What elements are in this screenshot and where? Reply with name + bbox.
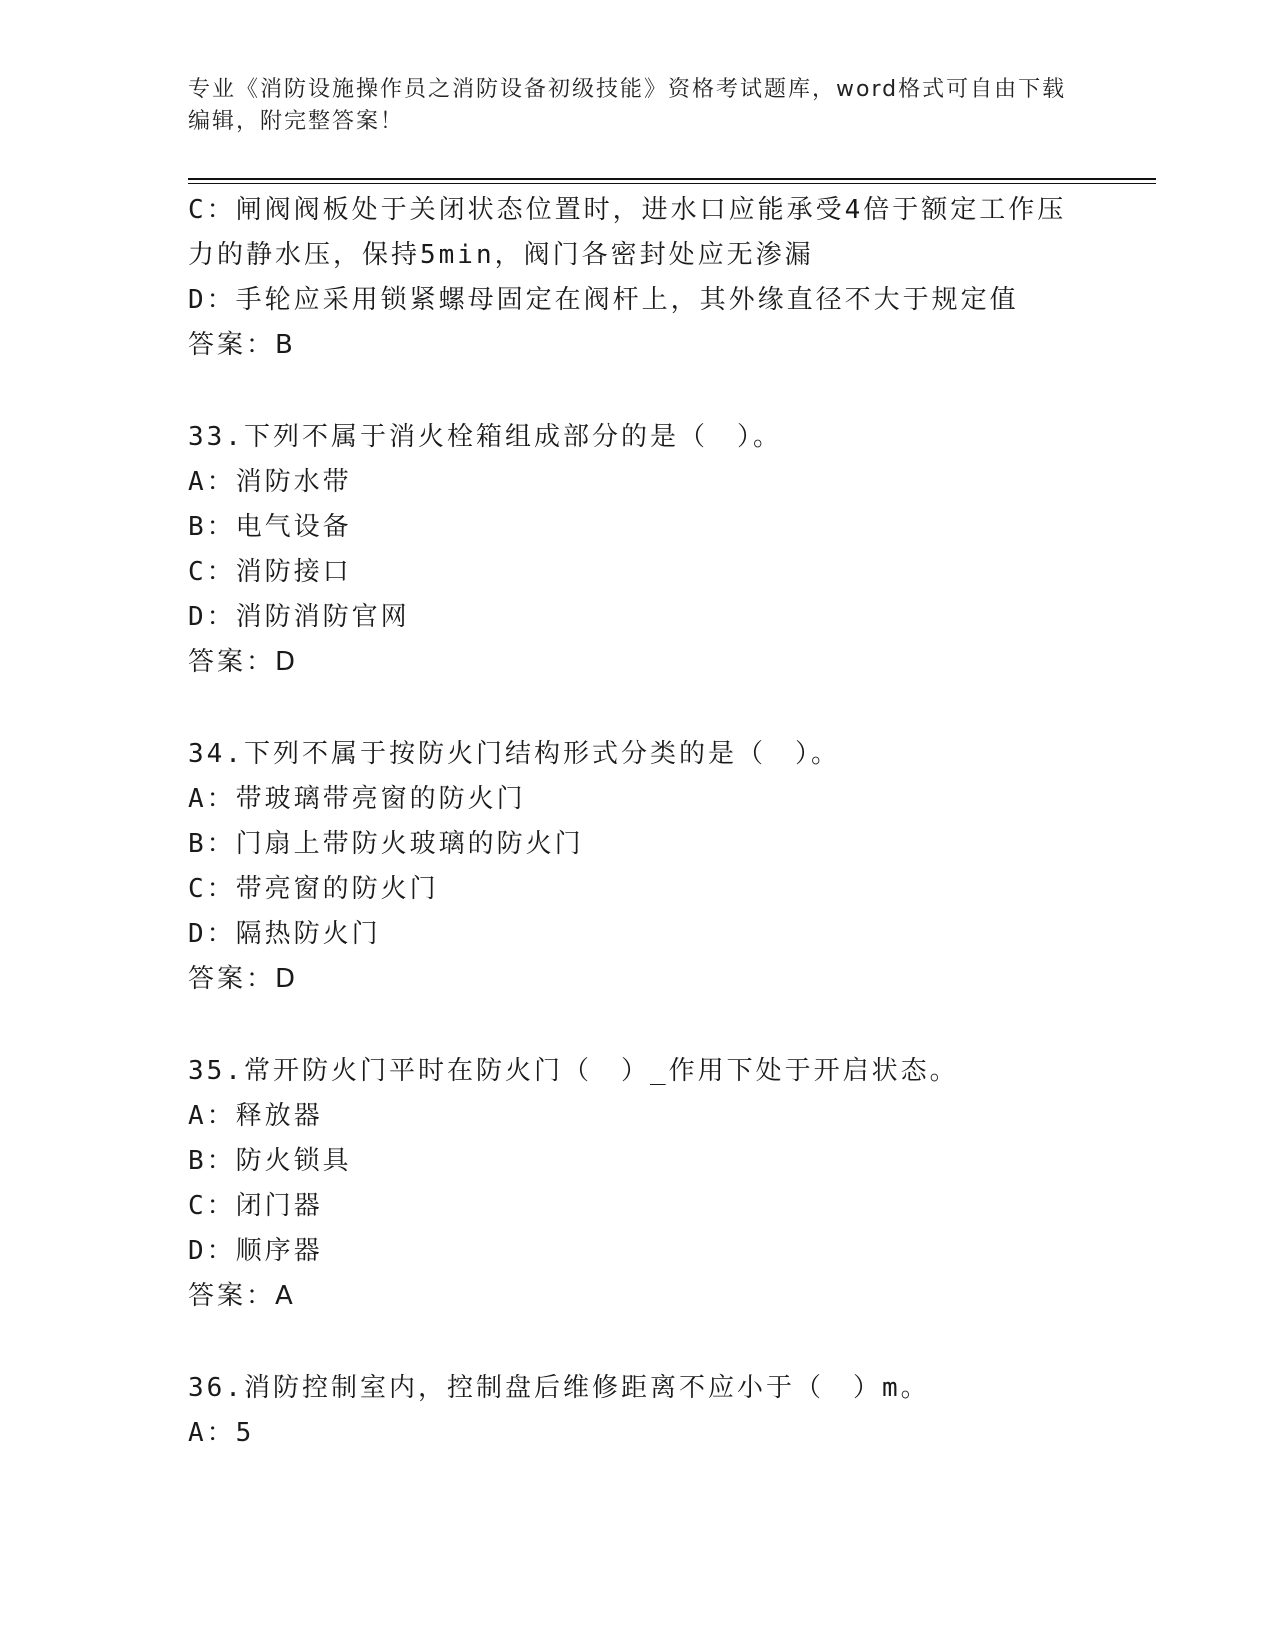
- q35-option-b: B：防火锁具: [188, 1146, 352, 1176]
- q36-option-a: A：5: [188, 1418, 255, 1448]
- q35-answer: 答案：A: [188, 1281, 296, 1311]
- q33-answer: 答案：D: [188, 647, 299, 677]
- question-34-block: [188, 732, 1088, 1002]
- header-divider-thick: [188, 178, 1156, 180]
- question-32-block: [188, 188, 1088, 368]
- q33-option-d: D：消防消防官网: [188, 602, 410, 632]
- q34-answer: 答案：D: [188, 964, 299, 994]
- q32-option-d: D：手轮应采用锁紧螺母固定在阀杆上，其外缘直径不大于规定值: [188, 285, 1019, 315]
- q35-option-c: C：闭门器: [188, 1191, 323, 1221]
- q34-option-d: D：隔热防火门: [188, 919, 381, 949]
- q35-option-a: A：释放器: [188, 1101, 323, 1131]
- document-header: 专业《消防设施操作员之消防设备初级技能》资格考试题库，word格式可自由下载编辑，附完整答案！: [188, 77, 1067, 134]
- spacer: [188, 1319, 1088, 1366]
- q33-option-c: C：消防接口: [188, 557, 352, 587]
- q32-option-c-line1: C：闸阀阀板处于关闭状态位置时，进水口应能承受4倍于额定工作压: [188, 195, 1067, 225]
- question-36-block: [188, 1366, 1088, 1456]
- q33-question: 33.下列不属于消火栓箱组成部分的是（ ）。: [188, 422, 782, 452]
- question-33-block: [188, 415, 1088, 685]
- q33-option-b: B：电气设备: [188, 512, 352, 542]
- q32-option-c-line2: 力的静水压，保持5min，阀门各密封处应无渗漏: [188, 240, 814, 270]
- question-content: [188, 188, 1088, 1456]
- q36-question: 36.消防控制室内，控制盘后维修距离不应小于（ ）m。: [188, 1373, 930, 1403]
- spacer: [188, 1002, 1088, 1049]
- q34-option-a: A：带玻璃带亮窗的防火门: [188, 784, 526, 814]
- q34-question: 34.下列不属于按防火门结构形式分类的是（ ）。: [188, 739, 840, 769]
- q35-question: 35.常开防火门平时在防火门（ ）_作用下处于开启状态。: [188, 1056, 959, 1086]
- question-35-block: [188, 1049, 1088, 1319]
- q34-option-c: C：带亮窗的防火门: [188, 874, 439, 904]
- spacer: [188, 685, 1088, 732]
- header-divider-thin: [188, 183, 1156, 184]
- q33-option-a: A：消防水带: [188, 467, 352, 497]
- q34-option-b: B：门扇上带防火玻璃的防火门: [188, 829, 584, 859]
- q32-answer: 答案：B: [188, 330, 296, 360]
- q35-option-d: D：顺序器: [188, 1236, 323, 1266]
- spacer: [188, 368, 1088, 415]
